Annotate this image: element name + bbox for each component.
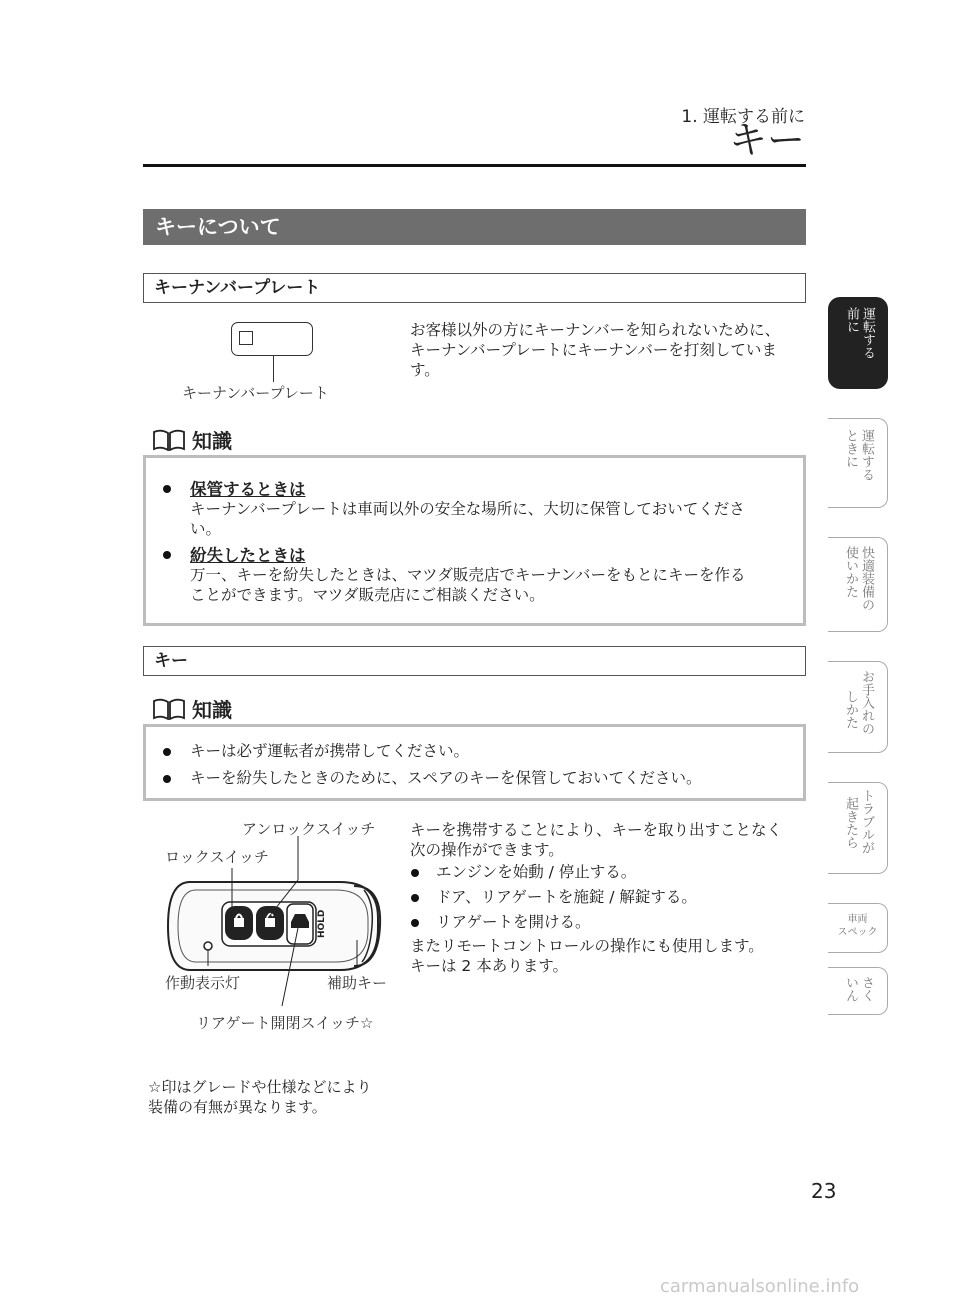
watermark: carmanualsonline.info <box>660 1276 860 1297</box>
side-tab-vehicle-spec[interactable] <box>828 903 888 953</box>
book-icon <box>152 698 186 720</box>
side-tab-when-driving[interactable] <box>828 418 888 508</box>
indicator-lamp-label: 作動表示灯 <box>165 974 241 992</box>
side-tab-before-driving[interactable] <box>828 297 888 389</box>
knowledge-item-title: 紛失したときは <box>190 546 306 565</box>
section-title-bar: キーについて <box>143 209 806 245</box>
operation-item: リアゲートを開ける。 <box>436 913 591 931</box>
text-line: キーナンバープレートは車両以外の安全な場所に、大切に保管しておいてくださ <box>190 500 745 518</box>
text-line: ことができます。マツダ販売店にご相談ください。 <box>190 586 545 604</box>
knowledge-box-1 <box>143 455 806 626</box>
tab-label: しかた <box>843 690 858 729</box>
text-line: ☆印はグレードや仕様などにより <box>148 1078 372 1096</box>
footnote <box>148 1077 371 1117</box>
plate-desc-line: す。 <box>410 361 440 379</box>
tab-label: 前に <box>844 307 859 333</box>
operation-item: ドア、リアゲートを施錠 / 解錠する。 <box>436 888 697 906</box>
bullet-dot <box>411 919 419 927</box>
knowledge-item-text: キーは必ず運転者が携帯してください。 <box>190 742 470 760</box>
subsection-heading-key: キー <box>143 646 806 676</box>
side-tab-comfort-equipment[interactable] <box>828 537 888 632</box>
operation-item: エンジンを始動 / 停止する。 <box>436 863 637 881</box>
bullet-dot <box>163 485 171 493</box>
bullet-dot <box>411 894 419 902</box>
liftgate-switch-label: リアゲート開閉スイッチ☆ <box>196 1014 374 1032</box>
hold-label: HOLD <box>317 909 327 938</box>
knowledge-heading <box>152 425 232 454</box>
key-description-outro <box>410 936 806 976</box>
knowledge-item-text <box>190 499 798 539</box>
plate-description <box>410 320 806 380</box>
text-line: 万一、キーを紛失したときは、マツダ販売店でキーナンバーをもとにキーを作る <box>190 566 746 584</box>
knowledge-label: 知識 <box>192 429 232 453</box>
key-description <box>410 820 806 860</box>
side-tab-maintenance[interactable] <box>828 661 888 753</box>
tab-label: 運転する <box>859 429 874 481</box>
text-line: キーは 2 本あります。 <box>410 957 568 975</box>
plate-square-mark <box>239 331 253 345</box>
text-line: またリモートコントロールの操作にも使用します。 <box>410 937 764 955</box>
text-line: 次の操作ができます。 <box>410 841 564 859</box>
side-tab-troubleshooting[interactable] <box>828 782 888 874</box>
knowledge-label: 知識 <box>192 698 232 722</box>
bullet-dot <box>163 748 171 756</box>
tab-label: 運転する <box>860 307 875 359</box>
bullet-dot <box>163 551 171 559</box>
plate-figure-label: キーナンバープレート <box>182 384 329 402</box>
lock-switch-label: ロックスイッチ <box>165 848 269 866</box>
knowledge-box-2 <box>143 724 806 801</box>
side-tab-index[interactable] <box>828 967 888 1015</box>
tab-label: さく <box>859 976 874 1002</box>
text-line: 装備の有無が異なります。 <box>148 1098 327 1116</box>
knowledge-item-title: 保管するときは <box>190 480 306 499</box>
knowledge-item-text: キーを紛失したときのために、スペアのキーを保管しておいてください。 <box>190 769 702 787</box>
tab-label: トラブルが <box>859 789 874 854</box>
book-icon <box>152 429 186 451</box>
plate-desc-line: キーナンバープレートにキーナンバーを打刻していま <box>410 341 777 359</box>
text-line: い。 <box>190 520 222 538</box>
unlock-switch-label: アンロックスイッチ <box>242 820 376 838</box>
key-fob-illustration <box>150 810 400 1040</box>
tab-label: 起きたら <box>843 797 858 849</box>
text-line: キーを携帯することにより、キーを取り出すことなく <box>410 821 783 839</box>
plate-leader-line <box>273 356 274 382</box>
subsection-heading-plate: キーナンバープレート <box>143 273 806 303</box>
tab-label: スペック <box>837 927 878 938</box>
tab-label: お手入れの <box>859 670 874 735</box>
tab-label: 使いかた <box>843 546 858 598</box>
tab-label: いん <box>843 976 858 1002</box>
plate-desc-line: お客様以外の方にキーナンバーを知られないために、 <box>410 321 781 339</box>
bullet-dot <box>411 869 419 877</box>
page-number: 23 <box>811 1179 837 1203</box>
aux-key-label: 補助キー <box>327 974 388 992</box>
tab-label: 快適装備の <box>859 546 874 611</box>
chapter-label: 1. 運転する前に <box>681 107 805 127</box>
bullet-dot <box>163 775 171 783</box>
page-title: キー <box>728 118 805 162</box>
tab-label: ときに <box>843 429 858 468</box>
tab-label: 車両 <box>847 914 868 925</box>
knowledge-heading <box>152 694 232 723</box>
header-divider <box>143 164 806 167</box>
knowledge-item-text <box>190 565 798 605</box>
